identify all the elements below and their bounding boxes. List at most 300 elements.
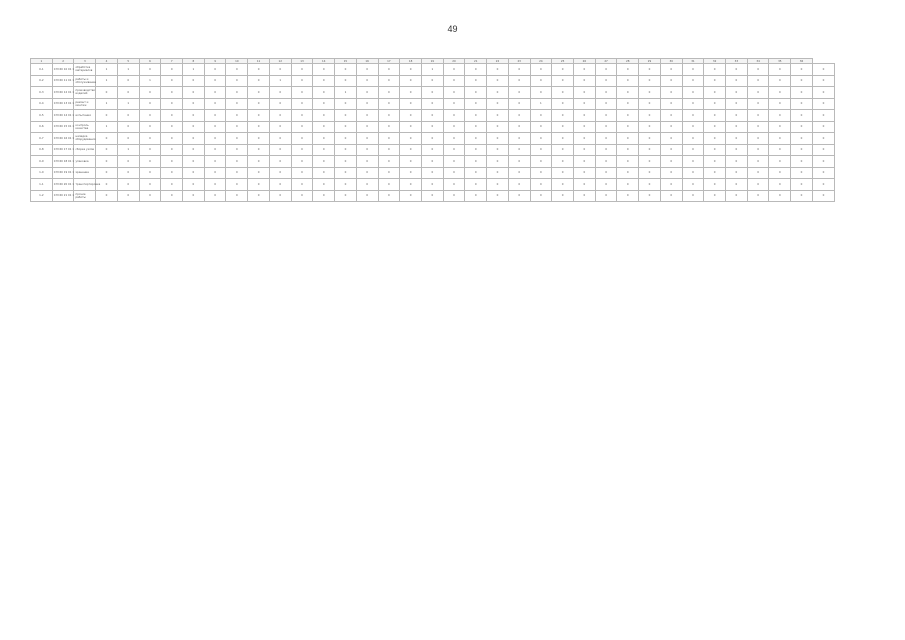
cell-value: 0 <box>704 190 726 202</box>
cell-value: 1 <box>530 98 552 110</box>
cell-value: 0 <box>465 98 487 110</box>
cell-value: 0 <box>356 156 378 168</box>
cell-value: 0 <box>400 110 422 122</box>
cell-value: 0 <box>161 121 183 133</box>
cell-value: 0 <box>508 144 530 156</box>
column-header: 22 <box>487 59 509 64</box>
cell-value: 0 <box>617 190 639 202</box>
column-header: 13 <box>291 59 313 64</box>
table-row <box>31 75 835 87</box>
cell-value: 0 <box>487 156 509 168</box>
cell-value: 0 <box>682 87 704 99</box>
column-header: 32 <box>704 59 726 64</box>
cell-value: 0 <box>660 98 682 110</box>
cell-value: 0 <box>117 156 139 168</box>
cell-value: 0 <box>356 75 378 87</box>
cell-value: 0 <box>617 64 639 76</box>
cell-value: 0 <box>682 98 704 110</box>
cell-value: 0 <box>530 64 552 76</box>
cell-value: 0 <box>726 190 748 202</box>
page-number: 49 <box>447 24 458 34</box>
column-header: 8 <box>183 59 205 64</box>
cell-value: 0 <box>791 121 813 133</box>
cell-value: 0 <box>443 179 465 191</box>
column-header: 19 <box>421 59 443 64</box>
cell-value: 0 <box>552 87 574 99</box>
cell-value: 0 <box>269 64 291 76</box>
row-number: 1-2 <box>31 190 53 202</box>
cell-value: 0 <box>139 87 161 99</box>
cell-value: 0 <box>812 64 834 76</box>
cell-value: 0 <box>269 167 291 179</box>
cell-value: 0 <box>595 156 617 168</box>
cell-value: 0 <box>530 144 552 156</box>
row-number: 1-1 <box>31 179 53 191</box>
cell-value: 0 <box>443 75 465 87</box>
cell-value: 0 <box>204 167 226 179</box>
cell-value: 0 <box>639 167 661 179</box>
row-number: 0-5 <box>31 110 53 122</box>
cell-value: 0 <box>269 179 291 191</box>
cell-value: 0 <box>747 110 769 122</box>
cell-value: 0 <box>378 133 400 145</box>
cell-value: 0 <box>183 190 205 202</box>
cell-value: 0 <box>183 179 205 191</box>
cell-value: 0 <box>161 87 183 99</box>
cell-value: 0 <box>639 190 661 202</box>
cell-value: 0 <box>291 133 313 145</box>
cell-value: 0 <box>682 144 704 156</box>
cell-value: 0 <box>356 64 378 76</box>
cell-value: 0 <box>704 133 726 145</box>
cell-value: 0 <box>530 190 552 202</box>
cell-value: 0 <box>269 156 291 168</box>
cell-value: 0 <box>769 75 791 87</box>
cell-value: 0 <box>161 179 183 191</box>
cell-value: 0 <box>443 167 465 179</box>
cell-value: 1 <box>117 64 139 76</box>
cell-value: 0 <box>378 144 400 156</box>
cell-value: 0 <box>595 121 617 133</box>
cell-value: 0 <box>226 75 248 87</box>
cell-value: 0 <box>617 98 639 110</box>
cell-value: 0 <box>96 190 118 202</box>
cell-value: 0 <box>639 179 661 191</box>
cell-value: 0 <box>487 121 509 133</box>
cell-value: 0 <box>443 121 465 133</box>
cell-value: 0 <box>335 98 357 110</box>
cell-value: 0 <box>204 190 226 202</box>
cell-value: 0 <box>400 87 422 99</box>
row-number: 0-2 <box>31 75 53 87</box>
cell-value: 0 <box>117 87 139 99</box>
cell-value: 0 <box>226 167 248 179</box>
cell-value: 0 <box>465 190 487 202</box>
cell-value: 0 <box>96 87 118 99</box>
cell-value: 0 <box>812 179 834 191</box>
cell-value: 0 <box>573 121 595 133</box>
column-header: 29 <box>639 59 661 64</box>
cell-value: 0 <box>595 133 617 145</box>
cell-value: 0 <box>421 167 443 179</box>
cell-value: 1 <box>421 64 443 76</box>
cell-value: 0 <box>421 121 443 133</box>
cell-value: 1 <box>117 144 139 156</box>
cell-value: 0 <box>812 144 834 156</box>
cell-value: 0 <box>487 167 509 179</box>
cell-value: 0 <box>769 98 791 110</box>
cell-value: 0 <box>96 110 118 122</box>
row-name: прочие работы <box>74 190 96 202</box>
row-name: упаковка <box>74 156 96 168</box>
row-name: хранение <box>74 167 96 179</box>
cell-value: 0 <box>117 167 139 179</box>
cell-value: 0 <box>356 133 378 145</box>
cell-value: 0 <box>183 110 205 122</box>
cell-value: 0 <box>204 121 226 133</box>
cell-value: 0 <box>508 121 530 133</box>
row-name: обработка материалов <box>74 64 96 76</box>
cell-value: 0 <box>660 87 682 99</box>
cell-value: 1 <box>269 75 291 87</box>
cell-value: 0 <box>117 179 139 191</box>
column-header: 2 <box>52 59 74 64</box>
cell-value: 0 <box>117 121 139 133</box>
cell-value: 0 <box>400 98 422 110</box>
cell-value: 0 <box>226 64 248 76</box>
cell-value: 0 <box>248 144 270 156</box>
column-header: 31 <box>682 59 704 64</box>
cell-value: 0 <box>682 133 704 145</box>
cell-value: 0 <box>726 87 748 99</box>
row-number: 0-6 <box>31 121 53 133</box>
cell-value: 0 <box>378 190 400 202</box>
cell-value: 0 <box>682 190 704 202</box>
table-row <box>31 87 835 99</box>
cell-value: 0 <box>161 144 183 156</box>
row-number: 0-8 <box>31 144 53 156</box>
cell-value: 0 <box>508 75 530 87</box>
column-header: 16 <box>356 59 378 64</box>
cell-value: 0 <box>183 87 205 99</box>
cell-value: 0 <box>617 87 639 99</box>
cell-value: 0 <box>248 167 270 179</box>
cell-value: 0 <box>465 121 487 133</box>
cell-value: 0 <box>465 144 487 156</box>
cell-value: 0 <box>248 179 270 191</box>
cell-value: 0 <box>335 110 357 122</box>
cell-value: 0 <box>769 133 791 145</box>
cell-value: 0 <box>400 179 422 191</box>
cell-value: 0 <box>704 167 726 179</box>
cell-value: 0 <box>400 133 422 145</box>
cell-value: 0 <box>660 110 682 122</box>
cell-value: 0 <box>639 98 661 110</box>
cell-value: 0 <box>508 156 530 168</box>
row-name: работы и обслуживание <box>74 75 96 87</box>
cell-value: 0 <box>660 144 682 156</box>
cell-value: 0 <box>747 167 769 179</box>
cell-value: 0 <box>291 156 313 168</box>
cell-value: 0 <box>378 75 400 87</box>
cell-value: 0 <box>508 87 530 99</box>
cell-value: 0 <box>573 75 595 87</box>
row-code: 0 М 60 13 01 1 <box>52 98 74 110</box>
cell-value: 0 <box>269 133 291 145</box>
cell-value: 0 <box>161 167 183 179</box>
cell-value: 0 <box>291 87 313 99</box>
cell-value: 0 <box>117 75 139 87</box>
cell-value: 0 <box>747 121 769 133</box>
cell-value: 0 <box>530 167 552 179</box>
column-header: 20 <box>443 59 465 64</box>
cell-value: 0 <box>791 75 813 87</box>
cell-value: 0 <box>356 144 378 156</box>
cell-value: 0 <box>812 98 834 110</box>
cell-value: 0 <box>226 98 248 110</box>
cell-value: 0 <box>769 179 791 191</box>
cell-value: 0 <box>747 87 769 99</box>
cell-value: 0 <box>269 121 291 133</box>
cell-value: 0 <box>465 110 487 122</box>
cell-value: 0 <box>248 190 270 202</box>
column-header: 33 <box>726 59 748 64</box>
row-code: 0 М 60 12 01 1 <box>52 87 74 99</box>
cell-value: 0 <box>226 179 248 191</box>
cell-value: 0 <box>421 156 443 168</box>
cell-value: 0 <box>660 167 682 179</box>
row-number: 0-9 <box>31 156 53 168</box>
cell-value: 0 <box>291 110 313 122</box>
cell-value: 0 <box>139 98 161 110</box>
cell-value: 0 <box>335 121 357 133</box>
cell-value: 0 <box>248 87 270 99</box>
cell-value: 0 <box>791 190 813 202</box>
cell-value: 0 <box>573 144 595 156</box>
cell-value: 0 <box>791 167 813 179</box>
cell-value: 0 <box>313 75 335 87</box>
cell-value: 0 <box>378 156 400 168</box>
row-number: 0-7 <box>31 133 53 145</box>
cell-value: 0 <box>226 133 248 145</box>
cell-value: 0 <box>400 144 422 156</box>
column-header: 28 <box>617 59 639 64</box>
cell-value: 0 <box>421 98 443 110</box>
column-header: 18 <box>400 59 422 64</box>
cell-value: 0 <box>617 133 639 145</box>
cell-value: 0 <box>726 133 748 145</box>
cell-value: 0 <box>421 179 443 191</box>
cell-value: 0 <box>183 121 205 133</box>
cell-value: 0 <box>530 156 552 168</box>
cell-value: 1 <box>96 98 118 110</box>
table-row <box>31 64 835 76</box>
row-code: 0 М 60 14 01 1 <box>52 110 74 122</box>
cell-value: 0 <box>704 87 726 99</box>
cell-value: 0 <box>747 156 769 168</box>
cell-value: 0 <box>378 167 400 179</box>
cell-value: 0 <box>443 133 465 145</box>
cell-value: 0 <box>682 167 704 179</box>
row-name: транспортировка <box>74 179 96 191</box>
cell-value: 0 <box>313 190 335 202</box>
cell-value: 0 <box>726 179 748 191</box>
cell-value: 0 <box>682 156 704 168</box>
cell-value: 0 <box>335 190 357 202</box>
cell-value: 0 <box>204 133 226 145</box>
cell-value: 0 <box>573 156 595 168</box>
cell-value: 0 <box>161 75 183 87</box>
cell-value: 0 <box>335 156 357 168</box>
cell-value: 0 <box>204 156 226 168</box>
cell-value: 0 <box>356 110 378 122</box>
row-name: сборка узлов <box>74 144 96 156</box>
column-header: 23 <box>508 59 530 64</box>
cell-value: 0 <box>117 133 139 145</box>
cell-value: 0 <box>291 144 313 156</box>
cell-value: 0 <box>291 64 313 76</box>
cell-value: 0 <box>769 144 791 156</box>
cell-value: 0 <box>573 190 595 202</box>
cell-value: 0 <box>508 179 530 191</box>
cell-value: 0 <box>117 190 139 202</box>
cell-value: 0 <box>443 110 465 122</box>
cell-value: 0 <box>595 64 617 76</box>
cell-value: 0 <box>487 98 509 110</box>
cell-value: 0 <box>704 64 726 76</box>
cell-value: 0 <box>617 167 639 179</box>
cell-value: 0 <box>552 190 574 202</box>
table-row <box>31 98 835 110</box>
cell-value: 0 <box>465 64 487 76</box>
cell-value: 0 <box>356 121 378 133</box>
cell-value: 0 <box>465 179 487 191</box>
cell-value: 0 <box>812 87 834 99</box>
cell-value: 0 <box>421 133 443 145</box>
column-header: 15 <box>335 59 357 64</box>
cell-value: 0 <box>139 144 161 156</box>
column-header: 7 <box>161 59 183 64</box>
cell-value: 1 <box>335 87 357 99</box>
cell-value: 0 <box>791 144 813 156</box>
cell-value: 0 <box>335 167 357 179</box>
cell-value: 0 <box>161 133 183 145</box>
cell-value: 0 <box>530 121 552 133</box>
cell-value: 0 <box>508 133 530 145</box>
cell-value: 0 <box>617 121 639 133</box>
cell-value: 0 <box>204 87 226 99</box>
cell-value: 0 <box>704 179 726 191</box>
cell-value: 0 <box>443 144 465 156</box>
cell-value: 0 <box>769 64 791 76</box>
row-code: 0 М 60 15 01 1 <box>52 121 74 133</box>
cell-value: 0 <box>747 179 769 191</box>
table-row <box>31 110 835 122</box>
cell-value: 0 <box>291 121 313 133</box>
cell-value: 0 <box>248 133 270 145</box>
cell-value: 0 <box>769 110 791 122</box>
cell-value: 0 <box>508 167 530 179</box>
cell-value: 0 <box>573 98 595 110</box>
cell-value: 0 <box>660 121 682 133</box>
cell-value: 0 <box>791 87 813 99</box>
cell-value: 0 <box>96 144 118 156</box>
cell-value: 0 <box>769 87 791 99</box>
cell-value: 0 <box>269 190 291 202</box>
cell-value: 0 <box>812 133 834 145</box>
row-code: 0 М 60 19 01 1 <box>52 167 74 179</box>
cell-value: 0 <box>313 179 335 191</box>
cell-value: 0 <box>356 98 378 110</box>
cell-value: 0 <box>791 110 813 122</box>
cell-value: 0 <box>595 87 617 99</box>
column-header: 3 <box>74 59 96 64</box>
cell-value: 0 <box>617 144 639 156</box>
cell-value: 0 <box>552 98 574 110</box>
cell-value: 0 <box>639 75 661 87</box>
cell-value: 0 <box>96 133 118 145</box>
row-code: 0 М 60 21 01 1 <box>52 190 74 202</box>
cell-value: 0 <box>161 190 183 202</box>
cell-value: 0 <box>747 144 769 156</box>
cell-value: 0 <box>248 75 270 87</box>
column-header: 5 <box>117 59 139 64</box>
row-number: 0-4 <box>31 98 53 110</box>
cell-value: 0 <box>726 75 748 87</box>
cell-value: 0 <box>378 87 400 99</box>
cell-value: 0 <box>378 64 400 76</box>
row-name: испытания <box>74 110 96 122</box>
column-header: 36 <box>791 59 813 64</box>
cell-value: 0 <box>595 190 617 202</box>
cell-value: 1 <box>117 98 139 110</box>
cell-value: 0 <box>552 179 574 191</box>
cell-value: 0 <box>204 75 226 87</box>
cell-value: 0 <box>313 156 335 168</box>
cell-value: 0 <box>595 75 617 87</box>
cell-value: 0 <box>226 121 248 133</box>
cell-value: 0 <box>704 110 726 122</box>
row-number: 1-0 <box>31 167 53 179</box>
cell-value: 0 <box>139 156 161 168</box>
cell-value: 0 <box>682 179 704 191</box>
row-code: 0 М 60 10 01 1 <box>52 64 74 76</box>
cell-value: 1 <box>96 121 118 133</box>
cell-value: 0 <box>291 75 313 87</box>
cell-value: 0 <box>573 179 595 191</box>
cell-value: 1 <box>96 64 118 76</box>
cell-value: 0 <box>465 167 487 179</box>
cell-value: 0 <box>769 121 791 133</box>
cell-value: 0 <box>812 110 834 122</box>
cell-value: 0 <box>552 144 574 156</box>
cell-value: 0 <box>682 121 704 133</box>
cell-value: 0 <box>378 98 400 110</box>
column-header: 30 <box>660 59 682 64</box>
cell-value: 0 <box>400 121 422 133</box>
cell-value: 0 <box>443 87 465 99</box>
cell-value: 0 <box>487 64 509 76</box>
column-header: 21 <box>465 59 487 64</box>
cell-value: 0 <box>248 98 270 110</box>
cell-value: 0 <box>660 190 682 202</box>
cell-value: 0 <box>682 75 704 87</box>
table-row <box>31 133 835 145</box>
cell-value: 0 <box>465 156 487 168</box>
cell-value: 0 <box>378 121 400 133</box>
cell-value: 0 <box>443 98 465 110</box>
cell-value: 0 <box>530 75 552 87</box>
